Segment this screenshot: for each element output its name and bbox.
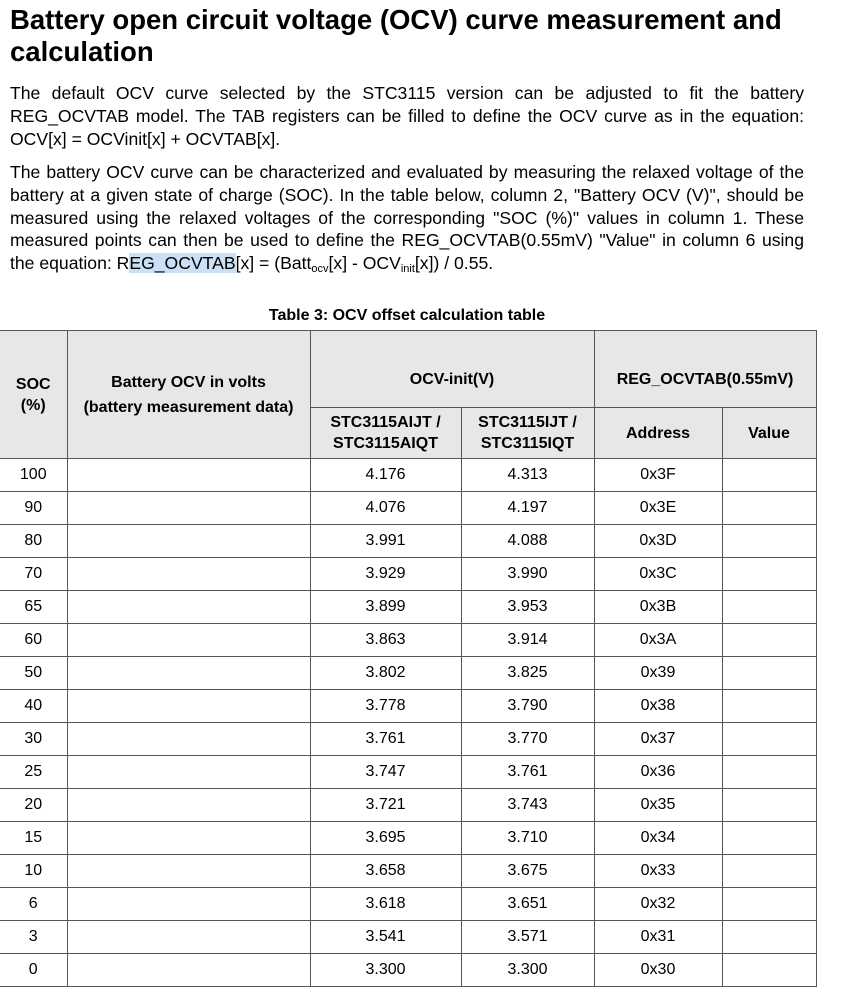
cell-address: 0x38 bbox=[594, 690, 722, 723]
cell-value bbox=[722, 855, 816, 888]
cell-soc: 65 bbox=[0, 591, 67, 624]
cell-soc: 70 bbox=[0, 558, 67, 591]
cell-address: 0x36 bbox=[594, 756, 722, 789]
cell-address: 0x3A bbox=[594, 624, 722, 657]
cell-ocv-a: 3.658 bbox=[310, 855, 461, 888]
cell-value bbox=[722, 723, 816, 756]
header-address: Address bbox=[594, 408, 722, 459]
cell-ocv-a: 3.761 bbox=[310, 723, 461, 756]
cell-ocv-a: 3.778 bbox=[310, 690, 461, 723]
cell-battery bbox=[67, 822, 310, 855]
cell-ocv-b: 4.197 bbox=[461, 492, 594, 525]
header-ocv-init: OCV-init(V) bbox=[310, 331, 594, 408]
table-row bbox=[0, 558, 816, 591]
cell-soc: 10 bbox=[0, 855, 67, 888]
ocv-offset-table bbox=[0, 330, 817, 987]
table-row bbox=[0, 525, 816, 558]
cell-address: 0x33 bbox=[594, 855, 722, 888]
cell-address: 0x34 bbox=[594, 822, 722, 855]
cell-ocv-b: 3.761 bbox=[461, 756, 594, 789]
cell-ocv-b: 3.953 bbox=[461, 591, 594, 624]
cell-soc: 90 bbox=[0, 492, 67, 525]
procedure-text: The battery OCV curve can be characterized and evaluated by measuring the relaxed voltage of the battery at a given state of charge (SOC). In the table below, column 2, "Battery OCV (V)", should be measured using the relaxed voltages of the corresponding "SOC (%)" values in column 1. These measured points can then be used to define the REG_OCVTAB(0.55mV) "Value" in column 6 using the equation: R bbox=[10, 162, 804, 274]
text-selection-highlight[interactable]: EG_OCVTAB bbox=[129, 253, 236, 274]
cell-ocv-b: 3.743 bbox=[461, 789, 594, 822]
cell-battery bbox=[67, 657, 310, 690]
table-row bbox=[0, 789, 816, 822]
cell-value bbox=[722, 690, 816, 723]
cell-address: 0x3E bbox=[594, 492, 722, 525]
cell-value bbox=[722, 789, 816, 822]
cell-ocv-a: 3.991 bbox=[310, 525, 461, 558]
cell-value bbox=[722, 756, 816, 789]
cell-ocv-b: 3.990 bbox=[461, 558, 594, 591]
cell-ocv-a: 3.929 bbox=[310, 558, 461, 591]
intro-paragraph: The default OCV curve selected by the STC3115 version can be adjusted to fit the battery REG_OCVTAB model. The TAB registers can be filled to define the OCV curve as in the equation: OCV[x] = OCVinit[x] + OCVTAB[x]. bbox=[10, 83, 804, 149]
cell-battery bbox=[67, 756, 310, 789]
cell-battery bbox=[67, 855, 310, 888]
section-heading: Battery open circuit voltage (OCV) curve measurement and calculation bbox=[10, 4, 782, 67]
cell-address: 0x39 bbox=[594, 657, 722, 690]
cell-battery bbox=[67, 789, 310, 822]
cell-soc: 0 bbox=[0, 954, 67, 987]
cell-ocv-a: 4.176 bbox=[310, 459, 461, 492]
cell-address: 0x31 bbox=[594, 921, 722, 954]
cell-battery bbox=[67, 954, 310, 987]
cell-soc: 100 bbox=[0, 459, 67, 492]
header-version-a: STC3115AIJT / STC3115AIQT bbox=[310, 408, 461, 459]
table-row bbox=[0, 822, 816, 855]
cell-battery bbox=[67, 525, 310, 558]
cell-ocv-b: 3.914 bbox=[461, 624, 594, 657]
cell-ocv-a: 3.802 bbox=[310, 657, 461, 690]
table-row bbox=[0, 723, 816, 756]
cell-value bbox=[722, 459, 816, 492]
table-row bbox=[0, 756, 816, 789]
table-row bbox=[0, 954, 816, 987]
cell-soc: 50 bbox=[0, 657, 67, 690]
cell-ocv-a: 3.721 bbox=[310, 789, 461, 822]
table-row bbox=[0, 492, 816, 525]
cell-battery bbox=[67, 690, 310, 723]
cell-address: 0x37 bbox=[594, 723, 722, 756]
cell-battery bbox=[67, 459, 310, 492]
cell-ocv-a: 3.618 bbox=[310, 888, 461, 921]
header-reg-ocvtab: REG_OCVTAB(0.55mV) bbox=[594, 331, 816, 408]
init-subscript: init bbox=[400, 263, 415, 276]
cell-ocv-b: 3.710 bbox=[461, 822, 594, 855]
cell-battery bbox=[67, 492, 310, 525]
table-row bbox=[0, 591, 816, 624]
header-battery-line1: Battery OCV in volts bbox=[111, 373, 266, 391]
equation: (Batt$_{ocv}$[x] - $OCV_{init}[x]) / 0.55$. bbox=[274, 253, 494, 276]
procedure-text-after-highlight: [x] = bbox=[235, 253, 270, 274]
cell-ocv-a: 3.695 bbox=[310, 822, 461, 855]
cell-ocv-a: 3.300 bbox=[310, 954, 461, 987]
cell-value bbox=[722, 525, 816, 558]
cell-ocv-a: 4.076 bbox=[310, 492, 461, 525]
cell-battery bbox=[67, 723, 310, 756]
cell-value bbox=[722, 624, 816, 657]
cell-ocv-b: 3.790 bbox=[461, 690, 594, 723]
cell-value bbox=[722, 558, 816, 591]
cell-soc: 15 bbox=[0, 822, 67, 855]
cell-address: 0x3F bbox=[594, 459, 722, 492]
header-version-b: STC3115IJT / STC3115IQT bbox=[461, 408, 594, 459]
cell-value bbox=[722, 492, 816, 525]
header-value: Value bbox=[722, 408, 816, 459]
cell-value bbox=[722, 591, 816, 624]
ocv-subscript: ocv bbox=[311, 263, 329, 276]
header-battery-line2: (battery measurement data) bbox=[83, 398, 294, 416]
cell-ocv-b: 3.651 bbox=[461, 888, 594, 921]
cell-address: 0x3D bbox=[594, 525, 722, 558]
cell-value bbox=[722, 921, 816, 954]
cell-soc: 40 bbox=[0, 690, 67, 723]
cell-ocv-b: 3.770 bbox=[461, 723, 594, 756]
table-row bbox=[0, 690, 816, 723]
cell-soc: 60 bbox=[0, 624, 67, 657]
cell-soc: 80 bbox=[0, 525, 67, 558]
cell-ocv-b: 3.300 bbox=[461, 954, 594, 987]
header-battery-ocv bbox=[67, 331, 310, 459]
table-row bbox=[0, 921, 816, 954]
cell-address: 0x32 bbox=[594, 888, 722, 921]
cell-ocv-b: 3.571 bbox=[461, 921, 594, 954]
table-caption: Table 3: OCV offset calculation table bbox=[268, 307, 546, 324]
cell-value bbox=[722, 657, 816, 690]
cell-ocv-b: 4.313 bbox=[461, 459, 594, 492]
cell-battery bbox=[67, 591, 310, 624]
table-row bbox=[0, 657, 816, 690]
table-row bbox=[0, 888, 816, 921]
cell-battery bbox=[67, 921, 310, 954]
ocv-procedure-paragraph bbox=[10, 161, 804, 281]
cell-soc: 25 bbox=[0, 756, 67, 789]
table-body bbox=[0, 459, 816, 987]
cell-battery bbox=[67, 558, 310, 591]
cell-address: 0x30 bbox=[594, 954, 722, 987]
cell-soc: 3 bbox=[0, 921, 67, 954]
cell-soc: 30 bbox=[0, 723, 67, 756]
cell-address: 0x35 bbox=[594, 789, 722, 822]
cell-soc: 20 bbox=[0, 789, 67, 822]
cell-battery bbox=[67, 624, 310, 657]
table-row bbox=[0, 624, 816, 657]
header-soc: SOC (%) bbox=[0, 331, 67, 459]
cell-ocv-a: 3.747 bbox=[310, 756, 461, 789]
cell-soc: 6 bbox=[0, 888, 67, 921]
cell-ocv-b: 3.675 bbox=[461, 855, 594, 888]
cell-ocv-a: 3.863 bbox=[310, 624, 461, 657]
cell-battery bbox=[67, 888, 310, 921]
cell-ocv-b: 3.825 bbox=[461, 657, 594, 690]
table-row bbox=[0, 459, 816, 492]
cell-address: 0x3B bbox=[594, 591, 722, 624]
cell-value bbox=[722, 822, 816, 855]
cell-ocv-a: 3.541 bbox=[310, 921, 461, 954]
cell-value bbox=[722, 954, 816, 987]
cell-ocv-b: 4.088 bbox=[461, 525, 594, 558]
cell-value bbox=[722, 888, 816, 921]
table-row bbox=[0, 855, 816, 888]
cell-address: 0x3C bbox=[594, 558, 722, 591]
cell-ocv-a: 3.899 bbox=[310, 591, 461, 624]
